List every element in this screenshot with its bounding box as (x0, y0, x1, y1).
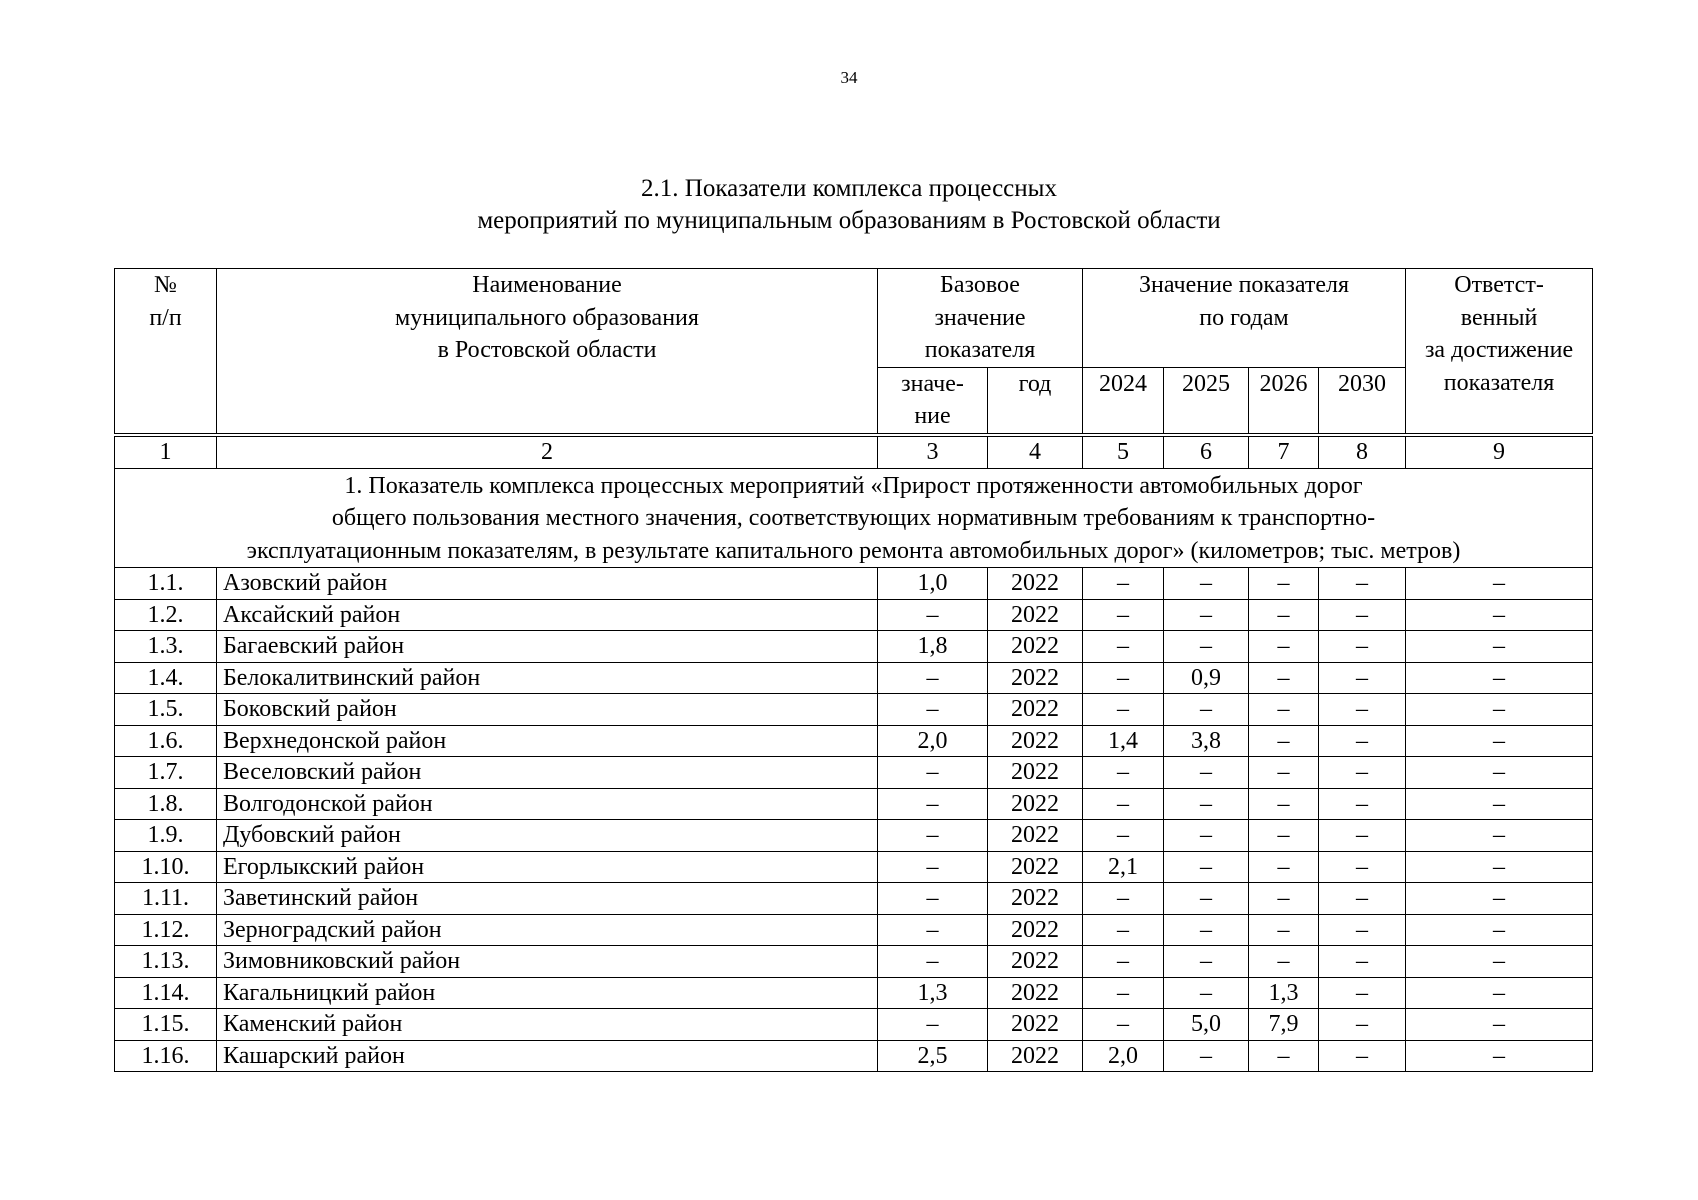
base-value: – (878, 914, 988, 946)
value-2025: – (1164, 788, 1249, 820)
value-2030: – (1319, 788, 1406, 820)
responsible: – (1406, 757, 1593, 789)
value-2026: – (1249, 757, 1319, 789)
value-2026: – (1249, 662, 1319, 694)
value-2030: – (1319, 694, 1406, 726)
table-row (115, 1040, 1593, 1072)
header-number: № п/п (115, 269, 217, 435)
base-value: 1,8 (878, 631, 988, 663)
value-2025: – (1164, 851, 1249, 883)
value-2030: – (1319, 631, 1406, 663)
value-2030: – (1319, 820, 1406, 852)
value-2030: – (1319, 977, 1406, 1009)
base-year: 2022 (988, 1040, 1083, 1072)
responsible: – (1406, 914, 1593, 946)
table-row (115, 946, 1593, 978)
value-2025: – (1164, 820, 1249, 852)
value-2025: 5,0 (1164, 1009, 1249, 1041)
municipality-name: Зерноградский район (217, 914, 878, 946)
row-number: 1.13. (115, 946, 217, 978)
value-2025: – (1164, 977, 1249, 1009)
base-value: – (878, 757, 988, 789)
municipality-name: Кашарский район (217, 1040, 878, 1072)
base-value: – (878, 599, 988, 631)
base-year: 2022 (988, 662, 1083, 694)
base-year: 2022 (988, 694, 1083, 726)
table-row (115, 977, 1593, 1009)
value-2025: – (1164, 631, 1249, 663)
base-value: 2,5 (878, 1040, 988, 1072)
value-2024: – (1083, 599, 1164, 631)
responsible: – (1406, 1040, 1593, 1072)
base-year: 2022 (988, 599, 1083, 631)
responsible: – (1406, 883, 1593, 915)
row-number: 1.8. (115, 788, 217, 820)
municipality-name: Дубовский район (217, 820, 878, 852)
responsible: – (1406, 946, 1593, 978)
value-2024: – (1083, 914, 1164, 946)
section-row (115, 468, 1593, 568)
value-2030: – (1319, 946, 1406, 978)
municipality-name: Кагальницкий район (217, 977, 878, 1009)
column-number: 9 (1406, 435, 1593, 469)
value-2030: – (1319, 725, 1406, 757)
row-number: 1.10. (115, 851, 217, 883)
base-year: 2022 (988, 788, 1083, 820)
responsible: – (1406, 662, 1593, 694)
value-2025: – (1164, 694, 1249, 726)
column-number: 1 (115, 435, 217, 469)
value-2025: 0,9 (1164, 662, 1249, 694)
base-value: – (878, 820, 988, 852)
column-number: 5 (1083, 435, 1164, 469)
municipality-name: Азовский район (217, 568, 878, 600)
table-row (115, 851, 1593, 883)
value-2026: – (1249, 820, 1319, 852)
header-year-2025: 2025 (1164, 367, 1249, 435)
header-base-value: Базовое значение показателя (878, 269, 1083, 368)
value-2030: – (1319, 568, 1406, 600)
row-number: 1.7. (115, 757, 217, 789)
value-2024: – (1083, 977, 1164, 1009)
value-2026: – (1249, 914, 1319, 946)
value-2030: – (1319, 914, 1406, 946)
row-number: 1.14. (115, 977, 217, 1009)
responsible: – (1406, 631, 1593, 663)
municipality-name: Белокалитвинский район (217, 662, 878, 694)
column-number: 3 (878, 435, 988, 469)
value-2024: 2,0 (1083, 1040, 1164, 1072)
header-base-value-year: год (988, 367, 1083, 435)
municipality-name: Веселовский район (217, 757, 878, 789)
base-year: 2022 (988, 757, 1083, 789)
value-2030: – (1319, 851, 1406, 883)
base-year: 2022 (988, 946, 1083, 978)
value-2024: – (1083, 946, 1164, 978)
responsible: – (1406, 694, 1593, 726)
responsible: – (1406, 851, 1593, 883)
column-number: 8 (1319, 435, 1406, 469)
row-number: 1.1. (115, 568, 217, 600)
value-2024: – (1083, 788, 1164, 820)
value-2025: – (1164, 568, 1249, 600)
base-value: – (878, 662, 988, 694)
header-responsible: Ответст- венный за достижение показателя (1406, 269, 1593, 435)
municipality-name: Багаевский район (217, 631, 878, 663)
responsible: – (1406, 725, 1593, 757)
column-number: 7 (1249, 435, 1319, 469)
value-2026: – (1249, 599, 1319, 631)
row-number: 1.11. (115, 883, 217, 915)
base-year: 2022 (988, 914, 1083, 946)
value-2030: – (1319, 1040, 1406, 1072)
table-title (0, 173, 1698, 237)
base-year: 2022 (988, 851, 1083, 883)
base-value: – (878, 946, 988, 978)
responsible: – (1406, 1009, 1593, 1041)
base-value: 2,0 (878, 725, 988, 757)
column-number: 6 (1164, 435, 1249, 469)
municipality-name: Каменский район (217, 1009, 878, 1041)
value-2025: – (1164, 599, 1249, 631)
row-number: 1.3. (115, 631, 217, 663)
table-row (115, 631, 1593, 663)
base-year: 2022 (988, 820, 1083, 852)
column-numbers-row (115, 435, 1593, 469)
table-row (115, 662, 1593, 694)
data-rows (115, 568, 1593, 1072)
value-2025: 3,8 (1164, 725, 1249, 757)
value-2026: – (1249, 946, 1319, 978)
table-row (115, 788, 1593, 820)
value-2024: 2,1 (1083, 851, 1164, 883)
table-row (115, 694, 1593, 726)
value-2024: – (1083, 694, 1164, 726)
column-number: 4 (988, 435, 1083, 469)
value-2030: – (1319, 599, 1406, 631)
value-2026: – (1249, 1040, 1319, 1072)
base-year: 2022 (988, 631, 1083, 663)
value-2030: – (1319, 883, 1406, 915)
value-2026: – (1249, 788, 1319, 820)
municipality-name: Заветинский район (217, 883, 878, 915)
base-year: 2022 (988, 568, 1083, 600)
base-value: – (878, 694, 988, 726)
table-row (115, 599, 1593, 631)
table-row (115, 883, 1593, 915)
base-year: 2022 (988, 1009, 1083, 1041)
value-2024: – (1083, 662, 1164, 694)
table-row (115, 1009, 1593, 1041)
responsible: – (1406, 788, 1593, 820)
table-row (115, 568, 1593, 600)
row-number: 1.6. (115, 725, 217, 757)
base-value: – (878, 788, 988, 820)
value-2025: – (1164, 757, 1249, 789)
municipality-name: Верхнедонской район (217, 725, 878, 757)
value-2026: 7,9 (1249, 1009, 1319, 1041)
value-2024: – (1083, 820, 1164, 852)
page-number: 34 (840, 68, 858, 87)
row-number: 1.2. (115, 599, 217, 631)
responsible: – (1406, 820, 1593, 852)
responsible: – (1406, 568, 1593, 600)
value-2025: – (1164, 1040, 1249, 1072)
column-number: 2 (217, 435, 878, 469)
responsible: – (1406, 977, 1593, 1009)
value-2025: – (1164, 914, 1249, 946)
base-year: 2022 (988, 883, 1083, 915)
value-2026: – (1249, 851, 1319, 883)
header-values-by-year: Значение показателя по годам (1083, 269, 1406, 368)
base-value: 1,0 (878, 568, 988, 600)
value-2026: – (1249, 568, 1319, 600)
base-year: 2022 (988, 725, 1083, 757)
row-number: 1.12. (115, 914, 217, 946)
value-2026: – (1249, 725, 1319, 757)
row-number: 1.9. (115, 820, 217, 852)
municipality-name: Аксайский район (217, 599, 878, 631)
header-municipality: Наименование муниципального образования в Ростовской области (217, 269, 878, 435)
value-2024: – (1083, 631, 1164, 663)
header-base-value-value: значе- ние (878, 367, 988, 435)
value-2026: – (1249, 694, 1319, 726)
header-year-2024: 2024 (1083, 367, 1164, 435)
value-2024: – (1083, 883, 1164, 915)
table-row (115, 820, 1593, 852)
base-value: – (878, 851, 988, 883)
value-2030: – (1319, 757, 1406, 789)
value-2025: – (1164, 883, 1249, 915)
indicators-table (114, 268, 1593, 1072)
base-year: 2022 (988, 977, 1083, 1009)
value-2024: – (1083, 568, 1164, 600)
title-line-2: мероприятий по муниципальным образованиям в Ростовской области (477, 207, 1221, 234)
row-number: 1.4. (115, 662, 217, 694)
section-heading: 1. Показатель комплекса процессных мероприятий «Прирост протяженности автомобильных дорог общего пользования местного значения, соответствующих нормативным требованиям к транспортно- эксплуатационным показателям, в результате капитального ремонта автомобильных дорог» (километров; тыс. метров) (115, 468, 1593, 568)
value-2025: – (1164, 946, 1249, 978)
table-row (115, 914, 1593, 946)
municipality-name: Зимовниковский район (217, 946, 878, 978)
value-2030: – (1319, 1009, 1406, 1041)
header-year-2026: 2026 (1249, 367, 1319, 435)
municipality-name: Боковский район (217, 694, 878, 726)
municipality-name: Егорлыкский район (217, 851, 878, 883)
base-value: – (878, 1009, 988, 1041)
value-2026: – (1249, 631, 1319, 663)
municipality-name: Волгодонской район (217, 788, 878, 820)
row-number: 1.16. (115, 1040, 217, 1072)
table-row (115, 725, 1593, 757)
value-2026: 1,3 (1249, 977, 1319, 1009)
value-2030: – (1319, 662, 1406, 694)
table-row (115, 757, 1593, 789)
responsible: – (1406, 599, 1593, 631)
value-2024: 1,4 (1083, 725, 1164, 757)
base-value: 1,3 (878, 977, 988, 1009)
value-2024: – (1083, 757, 1164, 789)
base-value: – (878, 883, 988, 915)
header-year-2030: 2030 (1319, 367, 1406, 435)
value-2026: – (1249, 883, 1319, 915)
row-number: 1.15. (115, 1009, 217, 1041)
value-2024: – (1083, 1009, 1164, 1041)
row-number: 1.5. (115, 694, 217, 726)
title-line-1: 2.1. Показатели комплекса процессных (641, 175, 1057, 202)
